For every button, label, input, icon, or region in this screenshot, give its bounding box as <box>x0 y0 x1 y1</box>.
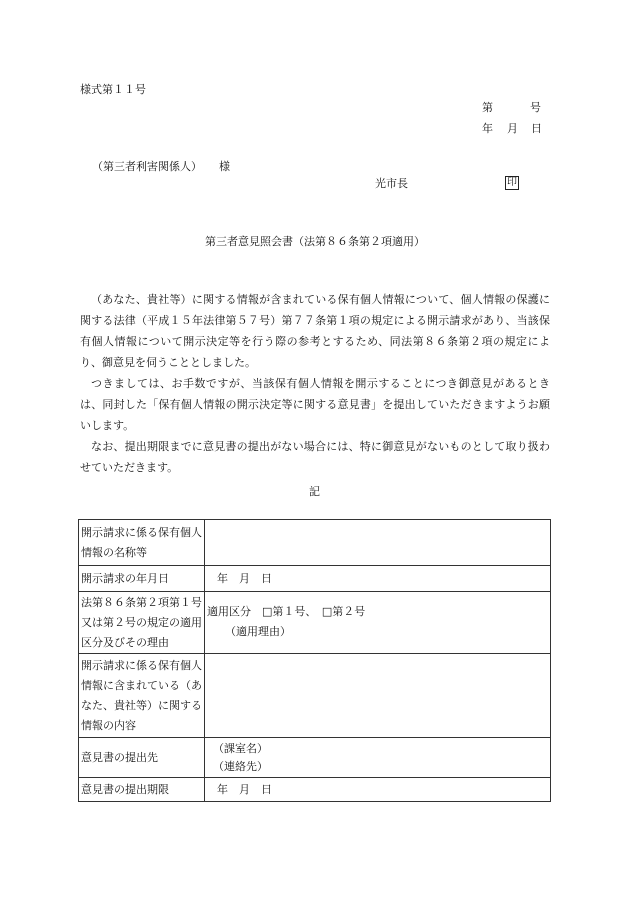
table-row <box>79 592 551 654</box>
table-value <box>205 654 551 738</box>
form-number: 様式第１１号 <box>80 83 146 96</box>
table-label: 意見書の提出期限 <box>79 778 205 802</box>
table-row <box>79 778 551 802</box>
table-row <box>79 654 551 738</box>
form-table <box>78 519 551 802</box>
table-label: 開示請求に係る保有個人情報に含まれている（あなた、貴社等）に関する情報の内容 <box>79 654 205 738</box>
table-value <box>205 738 551 778</box>
table-row <box>79 566 551 592</box>
document-title: 第三者意見照会書（法第８６条第２項適用） <box>205 235 425 248</box>
application-reason-line: （適用理由） <box>225 625 291 638</box>
table-label: 開示請求に係る保有個人情報の名称等 <box>79 520 205 566</box>
addressee-name: （第三者利害関係人） <box>92 160 202 173</box>
sender-title: 光市長 <box>375 177 408 190</box>
table-label: 法第８６条第２項第１号又は第２号の規定の適用区分及びその理由 <box>79 592 205 654</box>
body-paragraph-1: （あなた、貴社等）に関する情報が含まれている保有個人情報について、個人情報の保護に関する法律（平成１５年法律第５７号）第７７条第１項の規定による開示請求があり、当該保有個人情報について開示決定等を行う際の参考とするため、同法第８６条第２項の規定により、御意見を伺うこととしました。 <box>80 293 550 369</box>
body-paragraph-3: なお、提出期限までに意見書の提出がない場合には、特に御意見がないものとして取り扱わせていただきます。 <box>80 440 550 474</box>
doc-number-prefix: 第 <box>482 101 493 114</box>
table-label: 意見書の提出先 <box>79 738 205 778</box>
ki-heading: 記 <box>309 485 320 498</box>
table-value <box>205 592 551 654</box>
seal-mark: 印 <box>507 177 517 188</box>
table-value: 年 月 日 <box>205 566 551 592</box>
doc-number-suffix: 号 <box>530 101 541 114</box>
date-year: 年 <box>482 122 493 135</box>
department-line: （課室名） <box>213 741 268 755</box>
table-label: 開示請求の年月日 <box>79 566 205 592</box>
application-category-line: 適用区分 □第１号、 □第２号 <box>207 605 366 618</box>
addressee-honorific: 様 <box>219 160 230 173</box>
date-day: 日 <box>531 122 542 135</box>
table-row <box>79 520 551 566</box>
body-paragraph-2: つきましては、お手数ですが、当該保有個人情報を開示することにつき御意見があるときは、同封した「保有個人情報の開示決定等に関する意見書」を提出していただきますようお願いします。 <box>80 377 550 432</box>
contact-line: （連絡先） <box>213 759 268 773</box>
table-value: 年 月 日 <box>205 778 551 802</box>
date-month: 月 <box>507 122 518 135</box>
table-row <box>79 738 551 778</box>
table-value <box>205 520 551 566</box>
